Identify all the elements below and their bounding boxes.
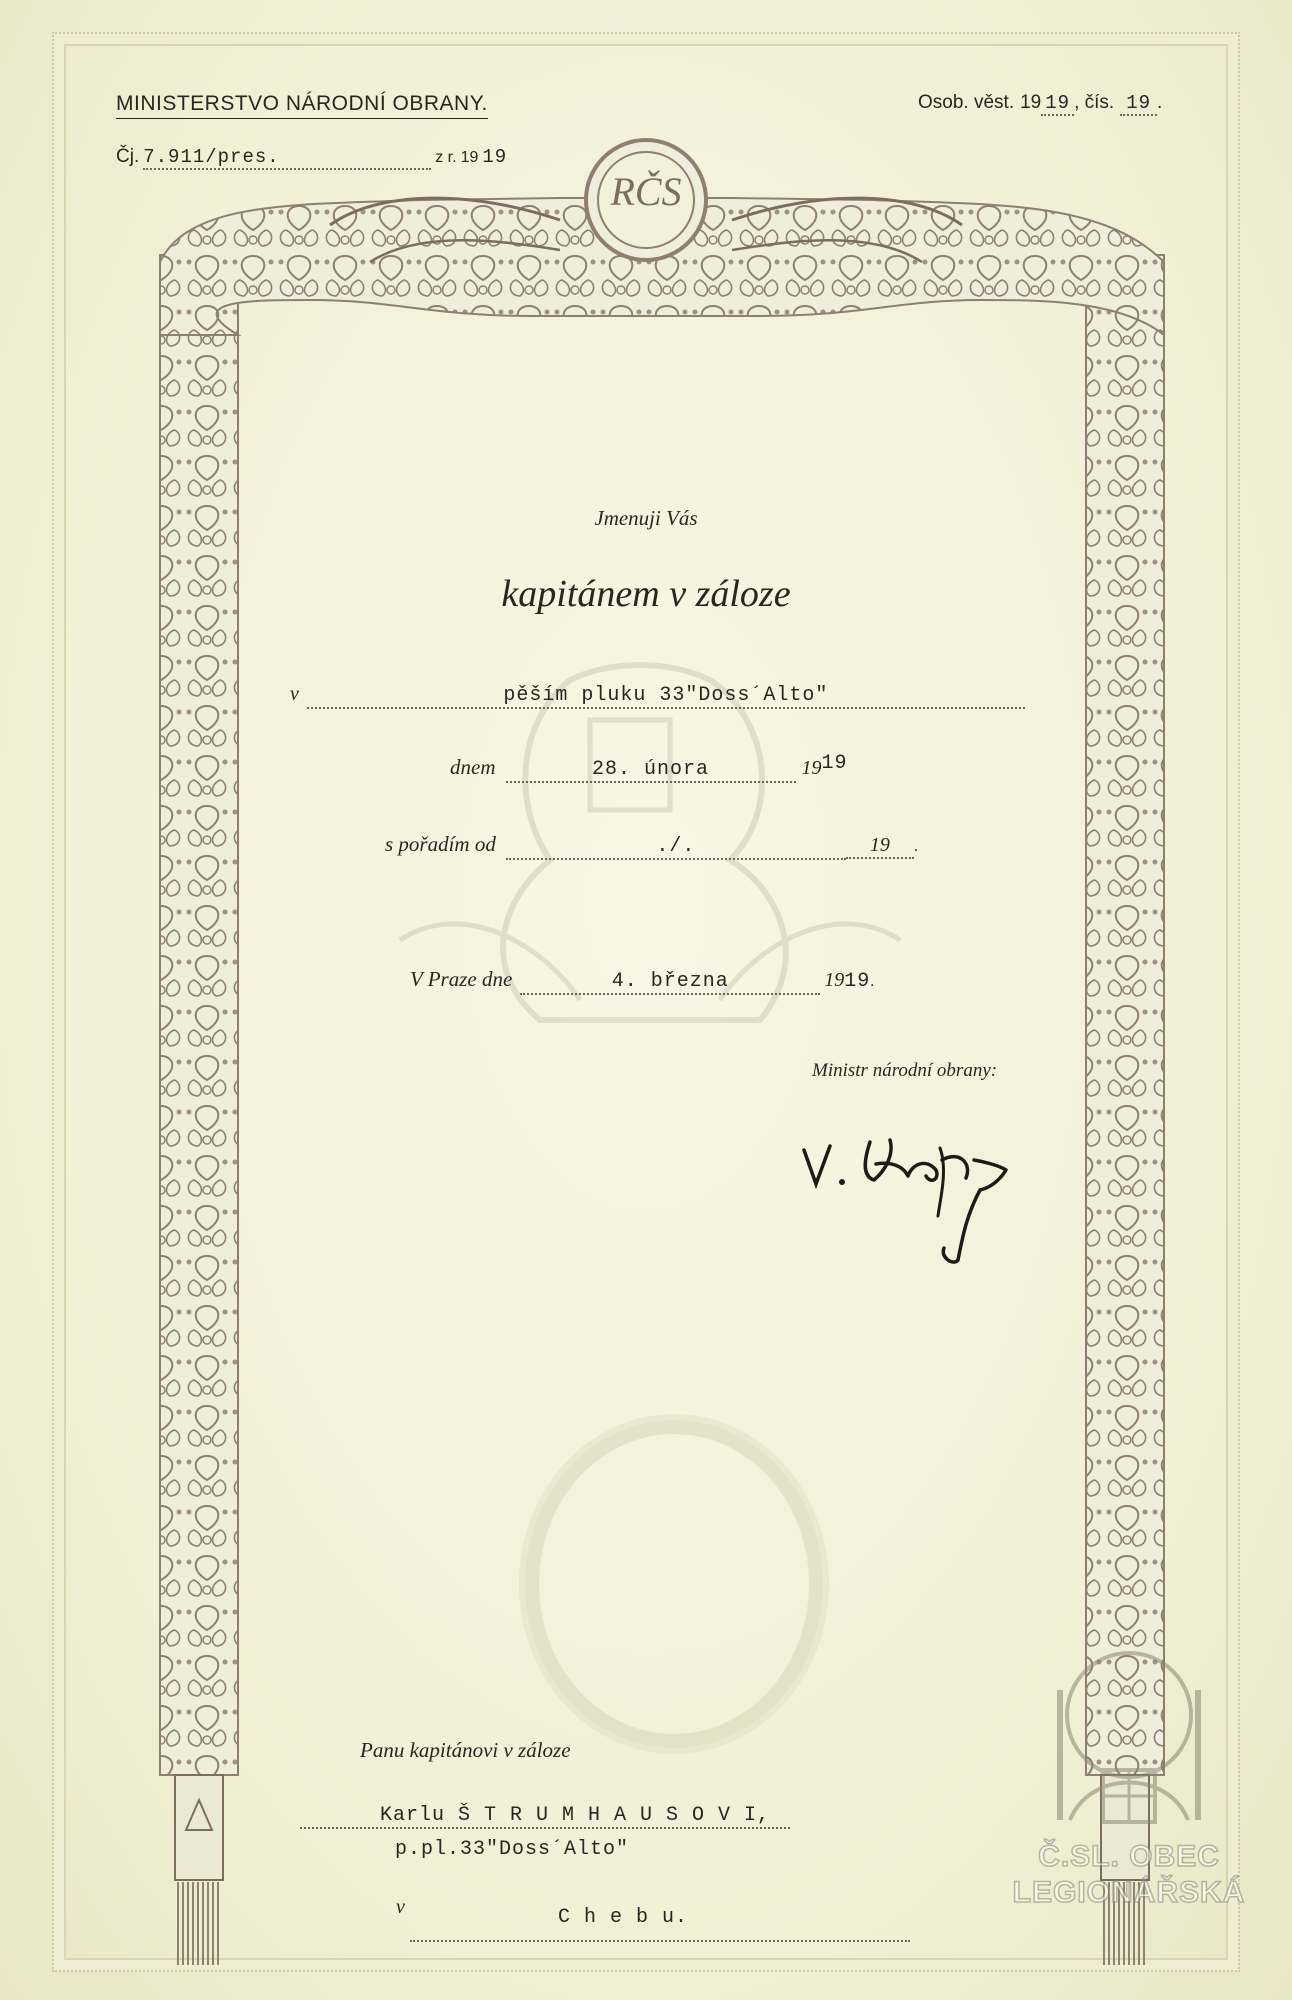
dnem-year-prefix: 19 xyxy=(801,757,822,779)
signature-caption: Ministr národní obrany: xyxy=(812,1060,998,1081)
cis-label: , čís. xyxy=(1074,92,1115,113)
place-year-prefix: 19 xyxy=(824,969,845,991)
addressee-name-line xyxy=(300,1804,790,1829)
poradim-year-prefix: 19 xyxy=(846,834,914,859)
dnem-label: dnem xyxy=(450,755,496,779)
addressee-v-label: v xyxy=(396,1896,405,1918)
cj-value: 7.911/pres. xyxy=(143,146,431,170)
osob-prefix: 19 xyxy=(1020,92,1042,113)
cj-label: Čj. xyxy=(116,146,140,167)
cis-number: 19 xyxy=(1120,92,1157,116)
dnem-value: 28. února xyxy=(506,758,796,783)
medallion-monogram: RČS xyxy=(610,169,682,214)
zr-label: z r. xyxy=(435,149,457,166)
addressee-salutation: Panu kapitánovi v záloze xyxy=(360,1738,571,1762)
addressee-town-underline xyxy=(410,1940,910,1942)
osob-number: 19 xyxy=(1041,92,1074,116)
addressee-town: C h e b u. xyxy=(558,1906,689,1929)
place-label: V Praze dne xyxy=(410,967,513,991)
place-date: 4. března xyxy=(520,970,820,995)
poradim-value: ./. xyxy=(506,835,846,860)
place-year: 19 xyxy=(844,970,871,993)
zr-year: 19 xyxy=(482,146,508,168)
legion-emblem-icon xyxy=(1000,1620,1258,1850)
poradim-label: s pořadím od xyxy=(385,832,496,856)
ministry-heading: MINISTERSTVO NÁRODNÍ OBRANY. xyxy=(116,92,488,119)
unit-v-label: v xyxy=(290,683,299,705)
stamp-line-1: Č.SL. OBEC xyxy=(1038,1840,1220,1873)
addressee-unit: p.pl.33"Doss´Alto" xyxy=(395,1838,630,1861)
addressee-name: Karlu Š T R U M H A U S O V I, xyxy=(300,1804,790,1829)
minister-signature xyxy=(790,1120,1030,1280)
seniority-line: s pořadím od ./. 19 . xyxy=(385,832,918,858)
legion-watermark-stamp xyxy=(1000,1620,1258,1920)
osob-vest-reference: Osob. věst. 19 19 , čís. 19 . xyxy=(918,92,1163,114)
stamp-line-2: LEGIONÁŘSKÁ xyxy=(1012,1876,1246,1909)
date-appointed-line xyxy=(450,752,848,783)
osob-label: Osob. věst. xyxy=(918,92,1015,113)
place-date-line: V Praze dne 4. března 19 19 . xyxy=(410,967,875,993)
appointment-intro: Jmenuji Vás xyxy=(594,506,698,530)
reference-number-line xyxy=(116,146,507,170)
appointed-rank: kapitánem v záloze xyxy=(501,573,791,615)
unit-line xyxy=(290,683,1025,709)
dnem-year: 19 xyxy=(821,752,848,775)
unit-value: pěším pluku 33"Doss´Alto" xyxy=(307,684,1025,709)
zr-prefix: 19 xyxy=(460,149,479,166)
photo-oval-frame xyxy=(525,1420,823,1748)
